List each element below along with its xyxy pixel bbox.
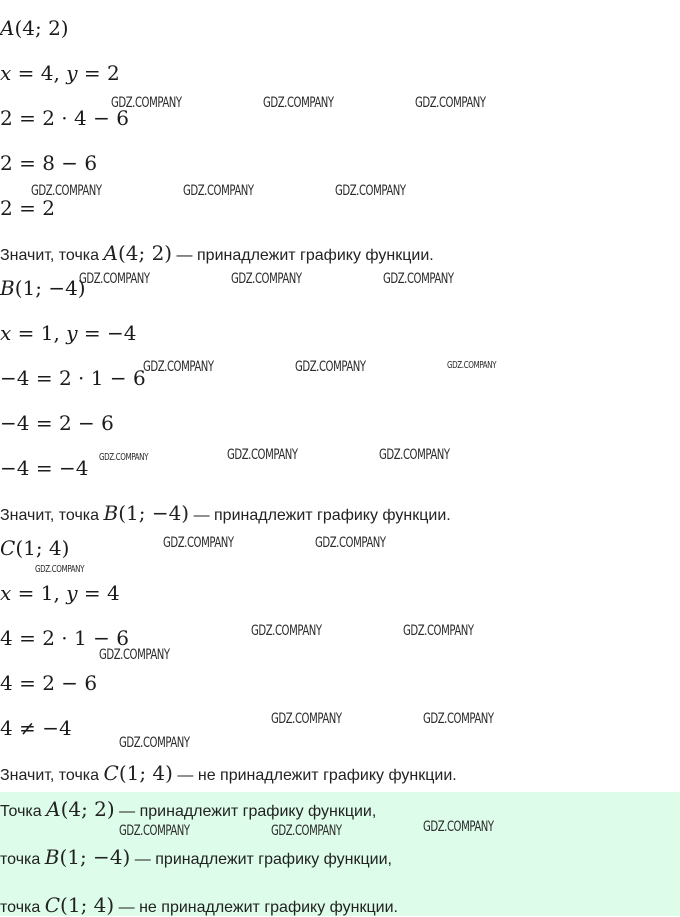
watermark: GDZ.COMPANY [163,535,234,551]
watermark: GDZ.COMPANY [335,183,406,199]
watermark: GDZ.COMPANY [423,711,494,727]
point-a-header: A(4; 2) [0,16,69,40]
point-b-simplify: −4 = 2 − 6 [0,411,114,435]
watermark: GDZ.COMPANY [227,447,298,463]
watermark: GDZ.COMPANY [415,95,486,111]
point-a-result: 2 = 2 [0,196,55,220]
watermark: GDZ.COMPANY [119,735,190,751]
point-a-substitution: x = 4, y = 2 [0,61,120,85]
watermark: GDZ.COMPANY [99,452,149,463]
point-b-equation: −4 = 2 · 1 − 6 [0,366,146,390]
watermark: GDZ.COMPANY [79,271,150,287]
watermark: GDZ.COMPANY [143,359,214,375]
answer-line-b: точка B(1; −4) — принадлежит графику функции, [0,845,392,869]
point-c-simplify: 4 = 2 − 6 [0,671,98,695]
point-b-conclusion: Значит, точка B(1; −4) — принадлежит графику функции. [0,501,451,525]
point-c-header: C(1; 4) [0,536,70,560]
point-b-result: −4 = −4 [0,456,89,480]
watermark: GDZ.COMPANY [423,819,494,835]
point-a-simplify: 2 = 8 − 6 [0,151,98,175]
watermark: GDZ.COMPANY [231,271,302,287]
watermark: GDZ.COMPANY [35,564,85,575]
watermark: GDZ.COMPANY [403,623,474,639]
watermark: GDZ.COMPANY [447,360,497,371]
point-c-conclusion: Значит, точка C(1; 4) — не принадлежит графику функции. [0,761,457,785]
watermark: GDZ.COMPANY [295,359,366,375]
answer-line-a: Точка A(4; 2) — принадлежит графику функции, [0,797,377,821]
point-c-result: 4 ≠ −4 [0,716,72,740]
watermark: GDZ.COMPANY [315,535,386,551]
answer-line-c: точка C(1; 4) — не принадлежит графику функции. [0,893,398,917]
point-a-equation: 2 = 2 · 4 − 6 [0,106,129,130]
watermark: GDZ.COMPANY [119,823,190,839]
point-c-substitution: x = 1, y = 4 [0,581,120,605]
watermark: GDZ.COMPANY [183,183,254,199]
watermark: GDZ.COMPANY [271,711,342,727]
point-c-equation: 4 = 2 · 1 − 6 [0,626,129,650]
point-a-conclusion: Значит, точка A(4; 2) — принадлежит графику функции. [0,241,434,265]
watermark: GDZ.COMPANY [251,623,322,639]
watermark: GDZ.COMPANY [383,271,454,287]
watermark: GDZ.COMPANY [271,823,342,839]
point-b-substitution: x = 1, y = −4 [0,321,137,345]
point-b-header: B(1; −4) [0,276,86,300]
watermark: GDZ.COMPANY [31,183,102,199]
watermark: GDZ.COMPANY [111,95,182,111]
watermark: GDZ.COMPANY [99,647,170,663]
watermark: GDZ.COMPANY [379,447,450,463]
watermark: GDZ.COMPANY [263,95,334,111]
